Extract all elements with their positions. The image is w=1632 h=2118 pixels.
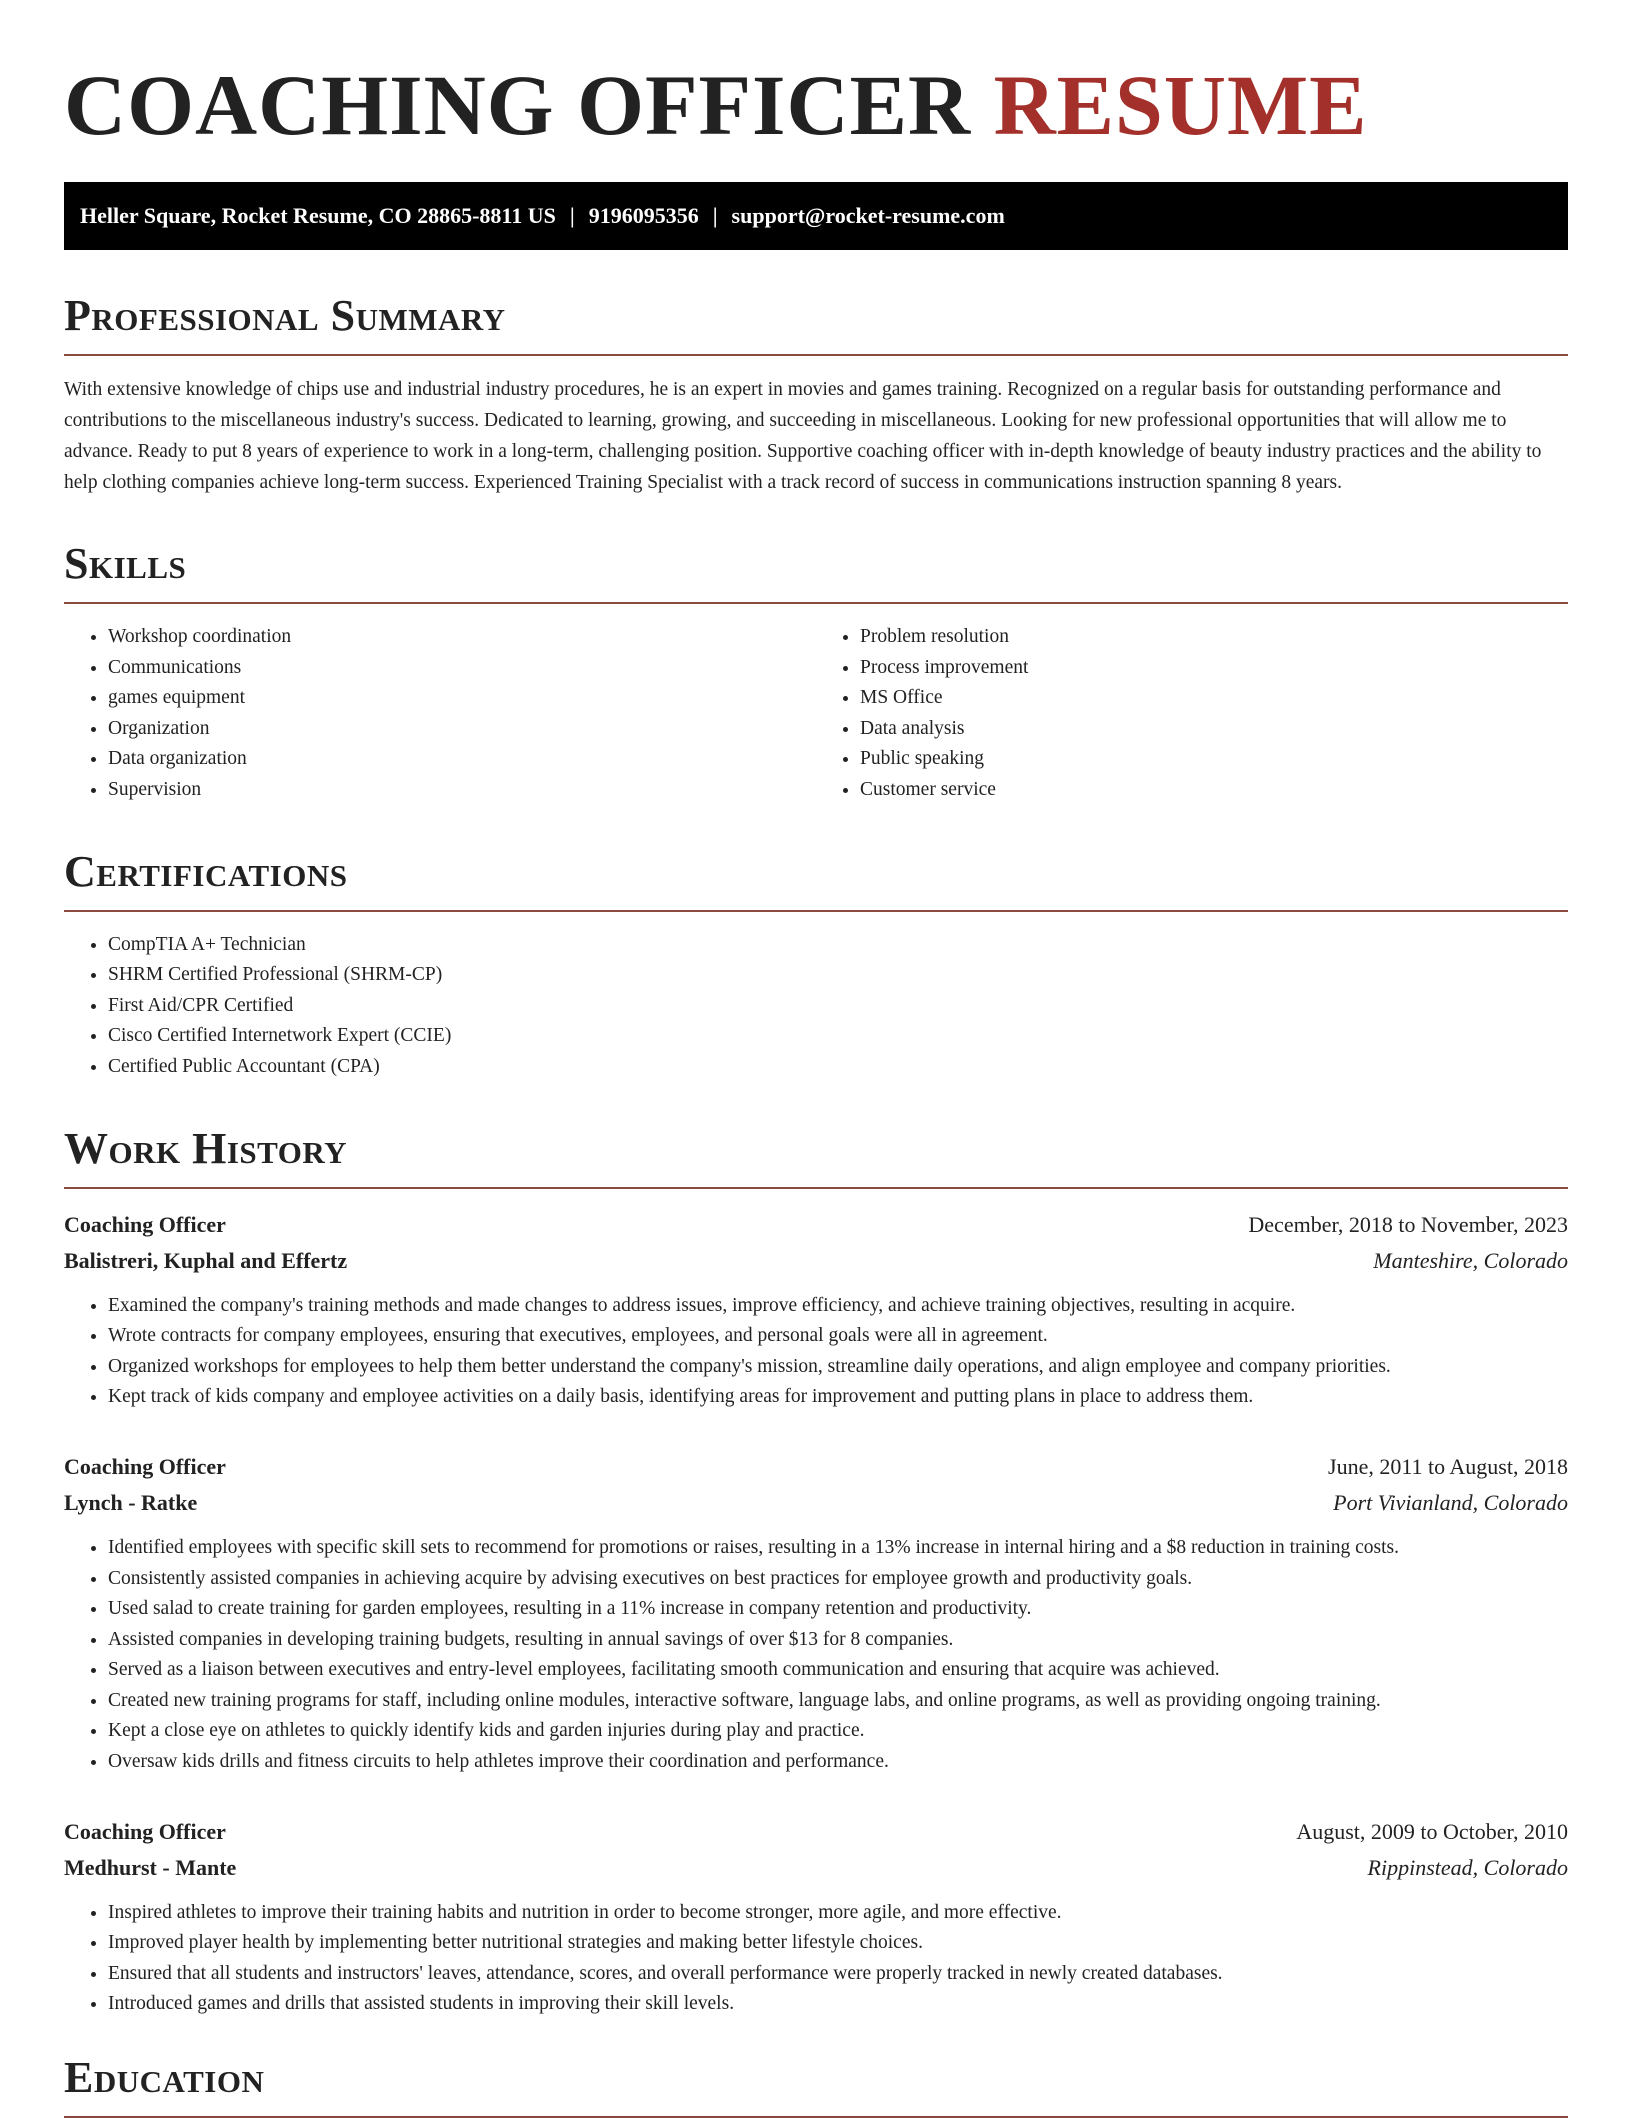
skill-item: • Workshop coordination	[108, 622, 816, 653]
job-title: Coaching Officer	[64, 1453, 226, 1479]
job-bullet: • Identified employees with specific skill sets to recommend for promotions or raises, resulting in a 13% increase in internal hiring and a $8 reduction in training costs.	[108, 1533, 1568, 1564]
contact-phone: 9196095356	[588, 203, 699, 228]
section-heading-skills: Skills	[64, 539, 187, 588]
job-bullet: • Kept a close eye on athletes to quickly identify kids and garden injuries during play and practice.	[108, 1716, 1568, 1747]
job-bullet: • Kept track of kids company and employee activities on a daily basis, identifying areas for improvement and putting plans in place to address them.	[108, 1382, 1568, 1413]
certification-item: • CompTIA A+ Technician	[108, 930, 1568, 961]
job-bullet: • Used salad to create training for garden employees, resulting in a 11% increase in company retention and productivity.	[108, 1594, 1568, 1625]
contact-address: Heller Square, Rocket Resume, CO 28865-8811 US	[80, 203, 556, 228]
skill-item: • Problem resolution	[860, 622, 1568, 653]
certification-item: • Certified Public Accountant (CPA)	[108, 1052, 1568, 1083]
job-header-row	[64, 1207, 1568, 1243]
job-bullet: • Created new training programs for staff, including online modules, interactive software, language labs, and online programs, as well as providing ongoing training.	[108, 1686, 1568, 1717]
section-heading-certifications: Certifications	[64, 846, 348, 896]
skills-columns	[64, 622, 1568, 806]
section-divider	[64, 910, 1568, 912]
job-bullets	[64, 1533, 1568, 1778]
job-location: Rippinstead, Colorado	[1367, 1854, 1568, 1880]
job-bullet: • Examined the company's training methods and made changes to address issues, improve efficiency, and achieve training objectives, resulting in acquire.	[108, 1291, 1568, 1322]
job-company: Balistreri, Kuphal and Effertz	[64, 1247, 348, 1273]
skill-item: • Customer service	[860, 775, 1568, 806]
job-company-row	[64, 1850, 1568, 1886]
skills-column-right	[816, 622, 1568, 806]
job-header-row	[64, 1449, 1568, 1485]
job-title: Coaching Officer	[64, 1211, 226, 1237]
section-heading-education: Education	[64, 2053, 265, 2103]
job-company: Medhurst - Mante	[64, 1854, 237, 1880]
job-dates: August, 2009 to October, 2010	[1296, 1818, 1568, 1844]
skill-item: • MS Office	[860, 683, 1568, 714]
job-bullet: • Introduced games and drills that assisted students in improving their skill levels.	[108, 1989, 1568, 2020]
section-divider	[64, 1187, 1568, 1189]
job-header-row	[64, 1814, 1568, 1850]
job-entry	[64, 1207, 1568, 1413]
job-entry	[64, 1449, 1568, 1778]
section-heading-work-history: Work History	[64, 1123, 348, 1173]
contact-separator: |	[712, 203, 718, 228]
section-divider	[64, 602, 1568, 604]
job-dates: December, 2018 to November, 2023	[1248, 1211, 1568, 1237]
skill-item: • Process improvement	[860, 653, 1568, 684]
skill-item: • games equipment	[108, 683, 816, 714]
skills-list-left	[64, 622, 816, 806]
skill-item: • Supervision	[108, 775, 816, 806]
certifications-list	[64, 930, 1568, 1083]
job-company: Lynch - Ratke	[64, 1489, 198, 1515]
job-bullet: • Served as a liaison between executives and entry-level employees, facilitating smooth communication and ensuring that acquire was achieved.	[108, 1655, 1568, 1686]
job-title: Coaching Officer	[64, 1818, 226, 1844]
job-bullets	[64, 1898, 1568, 2020]
skill-item: • Public speaking	[860, 744, 1568, 775]
job-company-row	[64, 1243, 1568, 1279]
skill-item: • Data analysis	[860, 714, 1568, 745]
job-bullet: • Organized workshops for employees to help them better understand the company's mission, streamline daily operations, and align employee and company priorities.	[108, 1352, 1568, 1383]
skills-list-right	[816, 622, 1568, 806]
job-company-row	[64, 1485, 1568, 1521]
contact-separator: |	[569, 203, 575, 228]
job-bullet: • Wrote contracts for company employees, ensuring that executives, employees, and personal goals were all in agreement.	[108, 1321, 1568, 1352]
job-dates: June, 2011 to August, 2018	[1328, 1453, 1568, 1479]
certification-item: • First Aid/CPR Certified	[108, 991, 1568, 1022]
skill-item: • Communications	[108, 653, 816, 684]
job-bullet: • Oversaw kids drills and fitness circuits to help athletes improve their coordination and performance.	[108, 1747, 1568, 1778]
skills-column-left	[64, 622, 816, 806]
contact-email[interactable]: support@rocket-resume.com	[731, 203, 1005, 228]
job-bullet: • Ensured that all students and instructors' leaves, attendance, scores, and overall performance were properly tracked in newly created databases.	[108, 1959, 1568, 1990]
section-heading-summary: Professional Summary	[64, 291, 506, 340]
skill-item: • Organization	[108, 714, 816, 745]
job-bullet: • Assisted companies in developing training budgets, resulting in annual savings of over $13 for 8 companies.	[108, 1625, 1568, 1656]
job-bullet: • Improved player health by implementing better nutritional strategies and making better lifestyle choices.	[108, 1928, 1568, 1959]
skill-item: • Data organization	[108, 744, 816, 775]
job-bullet: • Consistently assisted companies in achieving acquire by advising executives on best practices for employee growth and productivity goals.	[108, 1564, 1568, 1595]
resume-title	[64, 57, 1568, 153]
title-accent: RESUME	[993, 57, 1368, 153]
job-bullet: • Inspired athletes to improve their training habits and nutrition in order to become stronger, more agile, and more effective.	[108, 1898, 1568, 1929]
certification-item: • Cisco Certified Internetwork Expert (CCIE)	[108, 1021, 1568, 1052]
job-location: Manteshire, Colorado	[1373, 1247, 1568, 1273]
section-divider	[64, 354, 1568, 356]
summary-text: With extensive knowledge of chips use and industrial industry procedures, he is an expert in movies and games training. Recognized on a regular basis for outstanding performance and contributions to the miscellaneous industry's success. Dedicated to learning, growing, and succeeding in miscellaneous. Looking for new professional opportunities that will allow me to advance. Ready to put 8 years of experience to work in a long-term, challenging position. Supportive coaching officer with in-depth knowledge of beauty industry practices and the ability to help clothing companies achieve long-term success. Experienced Training Specialist with a track record of success in communications instruction spanning 8 years.	[64, 379, 1542, 493]
job-location: Port Vivianland, Colorado	[1333, 1489, 1568, 1515]
contact-bar	[64, 182, 1568, 250]
certification-item: • SHRM Certified Professional (SHRM-CP)	[108, 960, 1568, 991]
job-bullets	[64, 1291, 1568, 1413]
title-main: COACHING OFFICER	[64, 57, 972, 153]
job-entry	[64, 1814, 1568, 2020]
